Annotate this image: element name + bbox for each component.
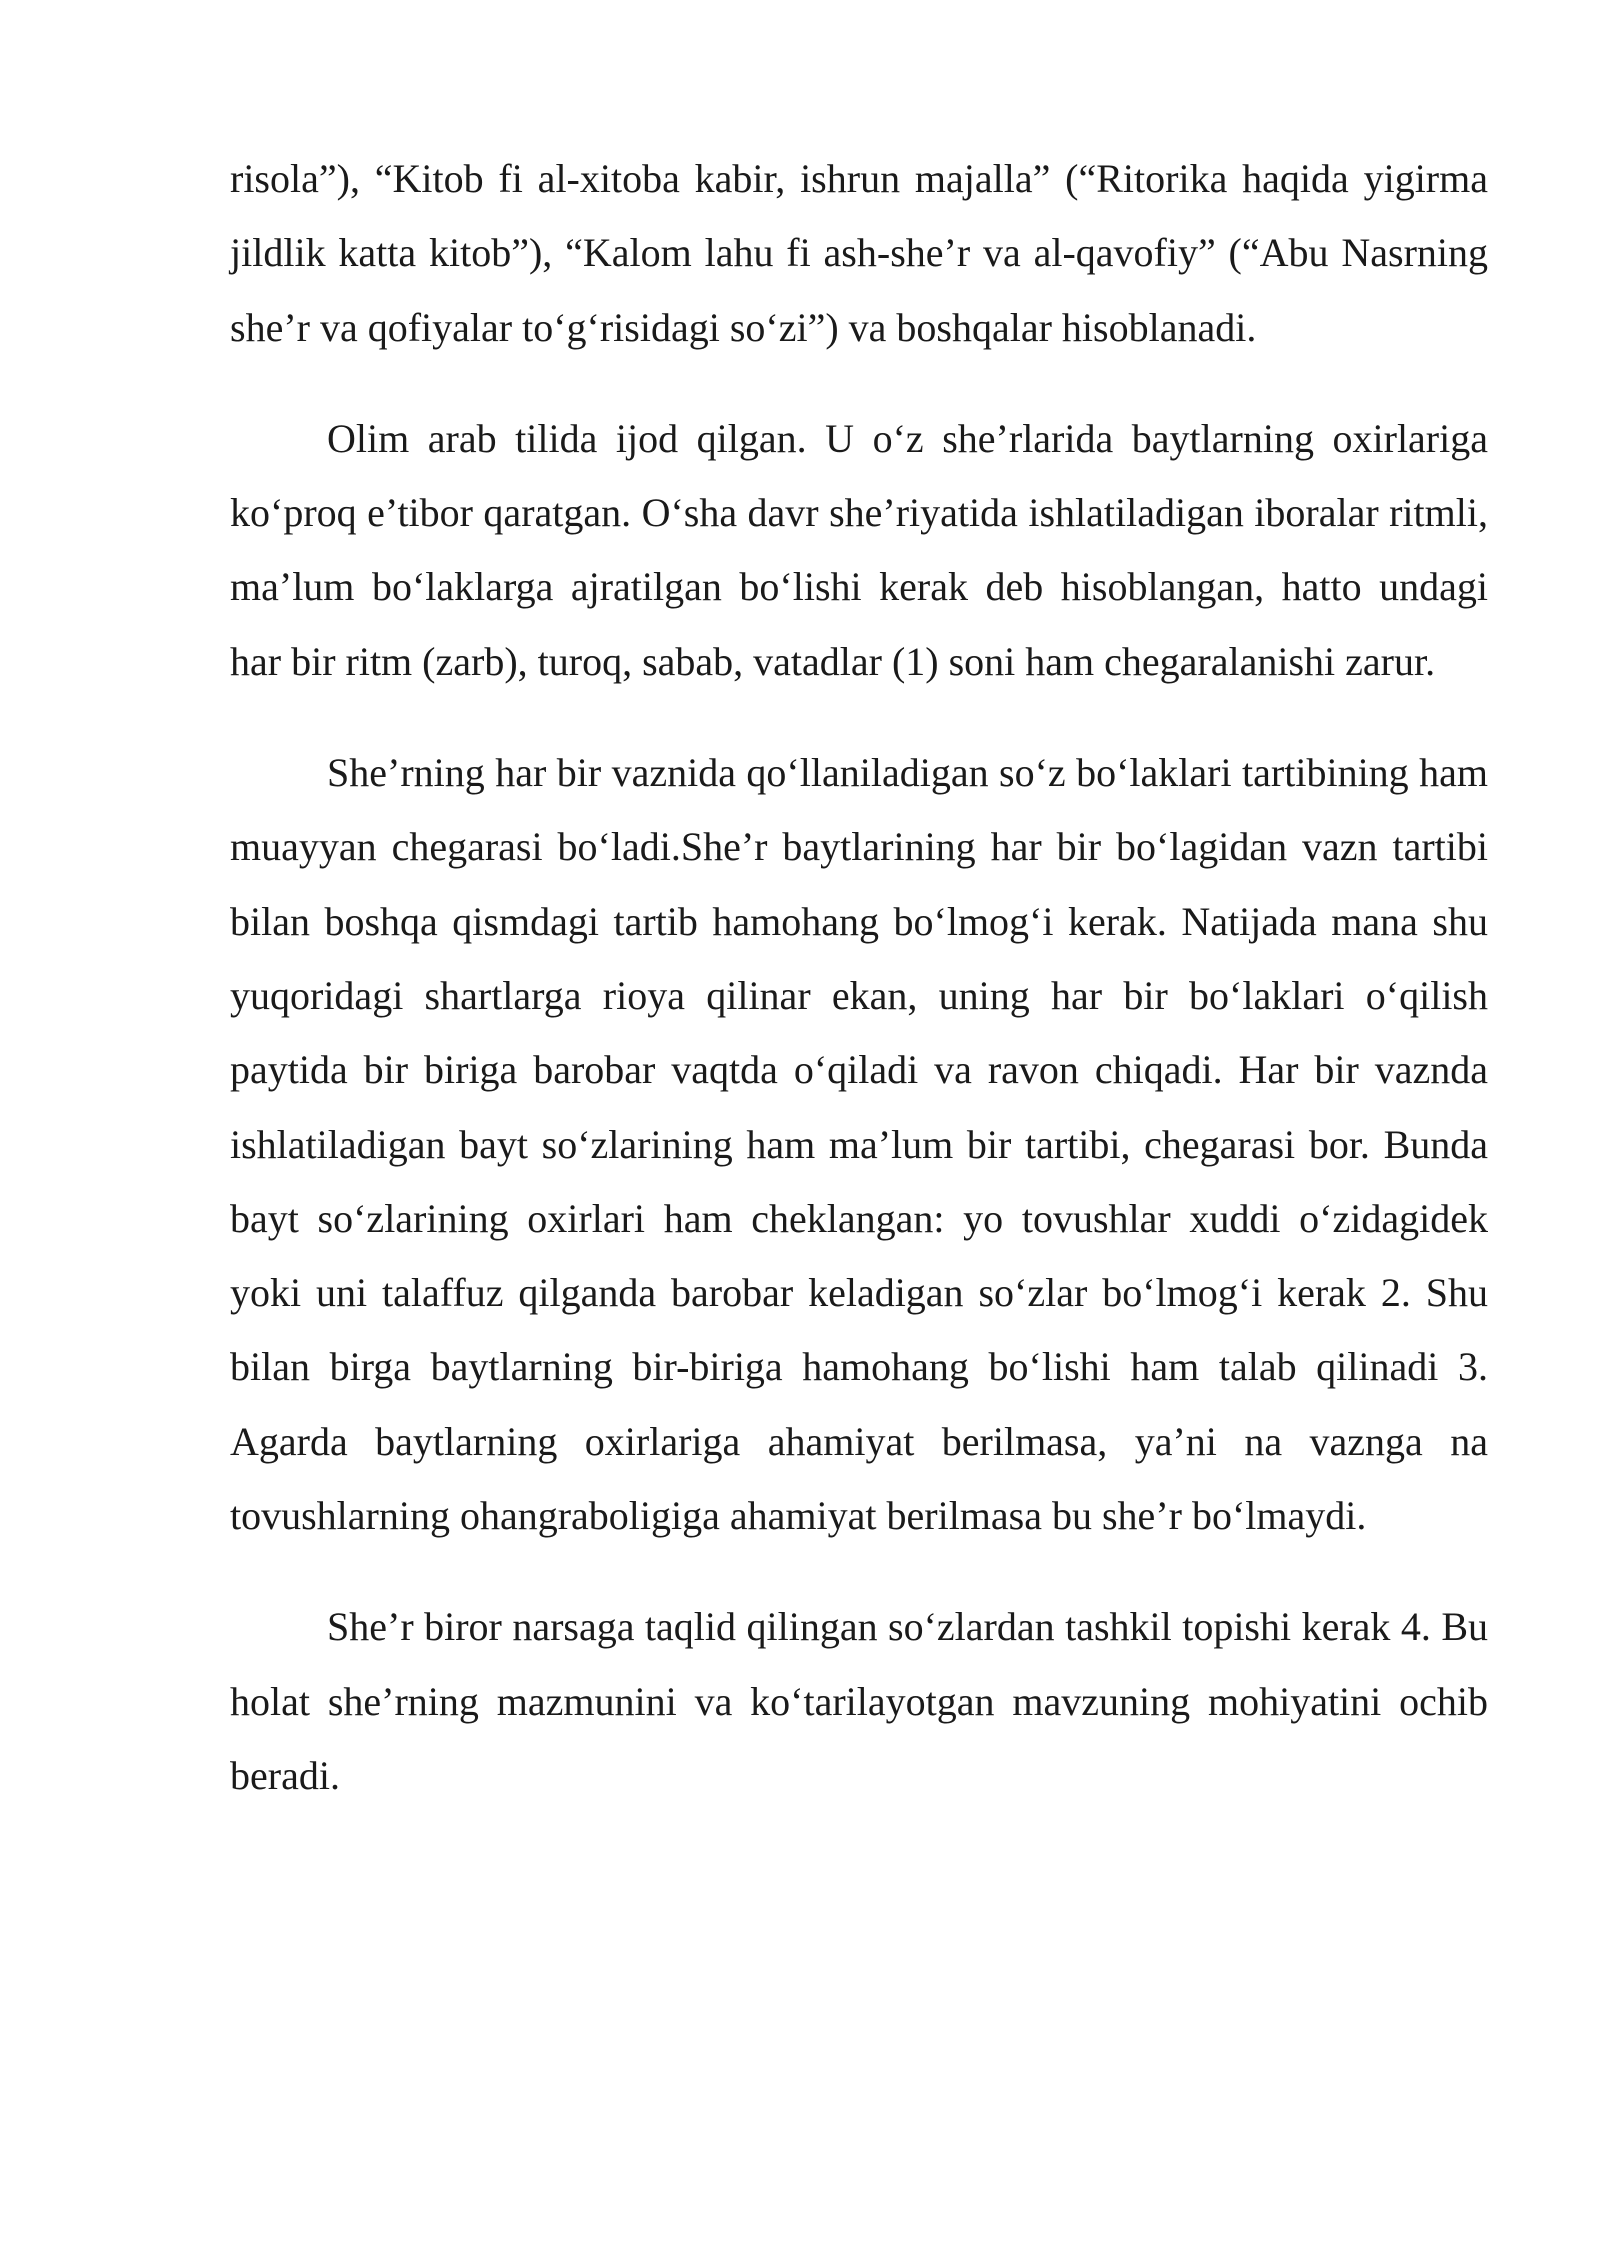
paragraph-olim-arab-tilida: Olim arab tilida ijod qilgan. U o‘z she’rlarida baytlarning oxirlariga ko‘proq e’tibor qaratgan. O‘sha davr she’riyatida ishlatiladigan iboralar ritmli, ma’lum bo‘laklarga ajratilgan bo‘lishi kerak deb hisoblangan, hatto undagi har bir ritm (zarb), turoq, sabab, vatadlar (1) soni ham chegaralanishi zarur. <box>230 415 1488 684</box>
document-body <box>230 142 1488 1813</box>
paragraph-sherning-vaznida: She’rning har bir vaznida qo‘llaniladigan so‘z bo‘laklari tartibining ham muayyan chegarasi bo‘ladi.She’r baytlarining har bir bo‘lagidan vazn tartibi bilan boshqa qismdagi tartib hamohang bo‘lmog‘i kerak. Natijada mana shu yuqoridagi shartlarga rioya qilinar ekan, uning har bir bo‘laklari o‘qilish paytida bir biriga barobar vaqtda o‘qiladi va ravon chiqadi. Har bir vaznda ishlatiladigan bayt so‘zlarining ham ma’lum bir tartibi, chegarasi bor. Bunda bayt so‘zlarining oxirlari ham cheklangan: yo tovushlar xuddi o‘zidagidek yoki uni talaffuz qilganda barobar keladigan so‘zlar bo‘lmog‘i kerak 2. Shu bilan birga baytlarning bir-biriga hamohang bo‘lishi ham talab qilinadi 3. Agarda baytlarning oxirlariga ahamiyat berilmasa, ya’ni na vaznga na tovushlarning ohangraboligiga ahamiyat berilmasa bu she’r bo‘lmaydi. <box>230 750 1488 1539</box>
paragraph-continuation: risola”), “Kitob fi al-xitoba kabir, ishrun majalla” (“Ritorika haqida yigirma jildlik katta kitob”), “Kalom lahu fi ash-she’r va al-qavofiy” (“Abu Nasrning she’r va qofiyalar to‘g‘risidagi so‘zi”) va boshqalar hisoblanadi. <box>230 156 1488 350</box>
paragraph-sher-taqlid: She’r biror narsaga taqlid qilingan so‘zlardan tashkil topishi kerak 4. Bu holat she’rning mazmunini va ko‘tarilayotgan mavzuning mohiyatini ochib beradi. <box>230 1604 1488 1798</box>
